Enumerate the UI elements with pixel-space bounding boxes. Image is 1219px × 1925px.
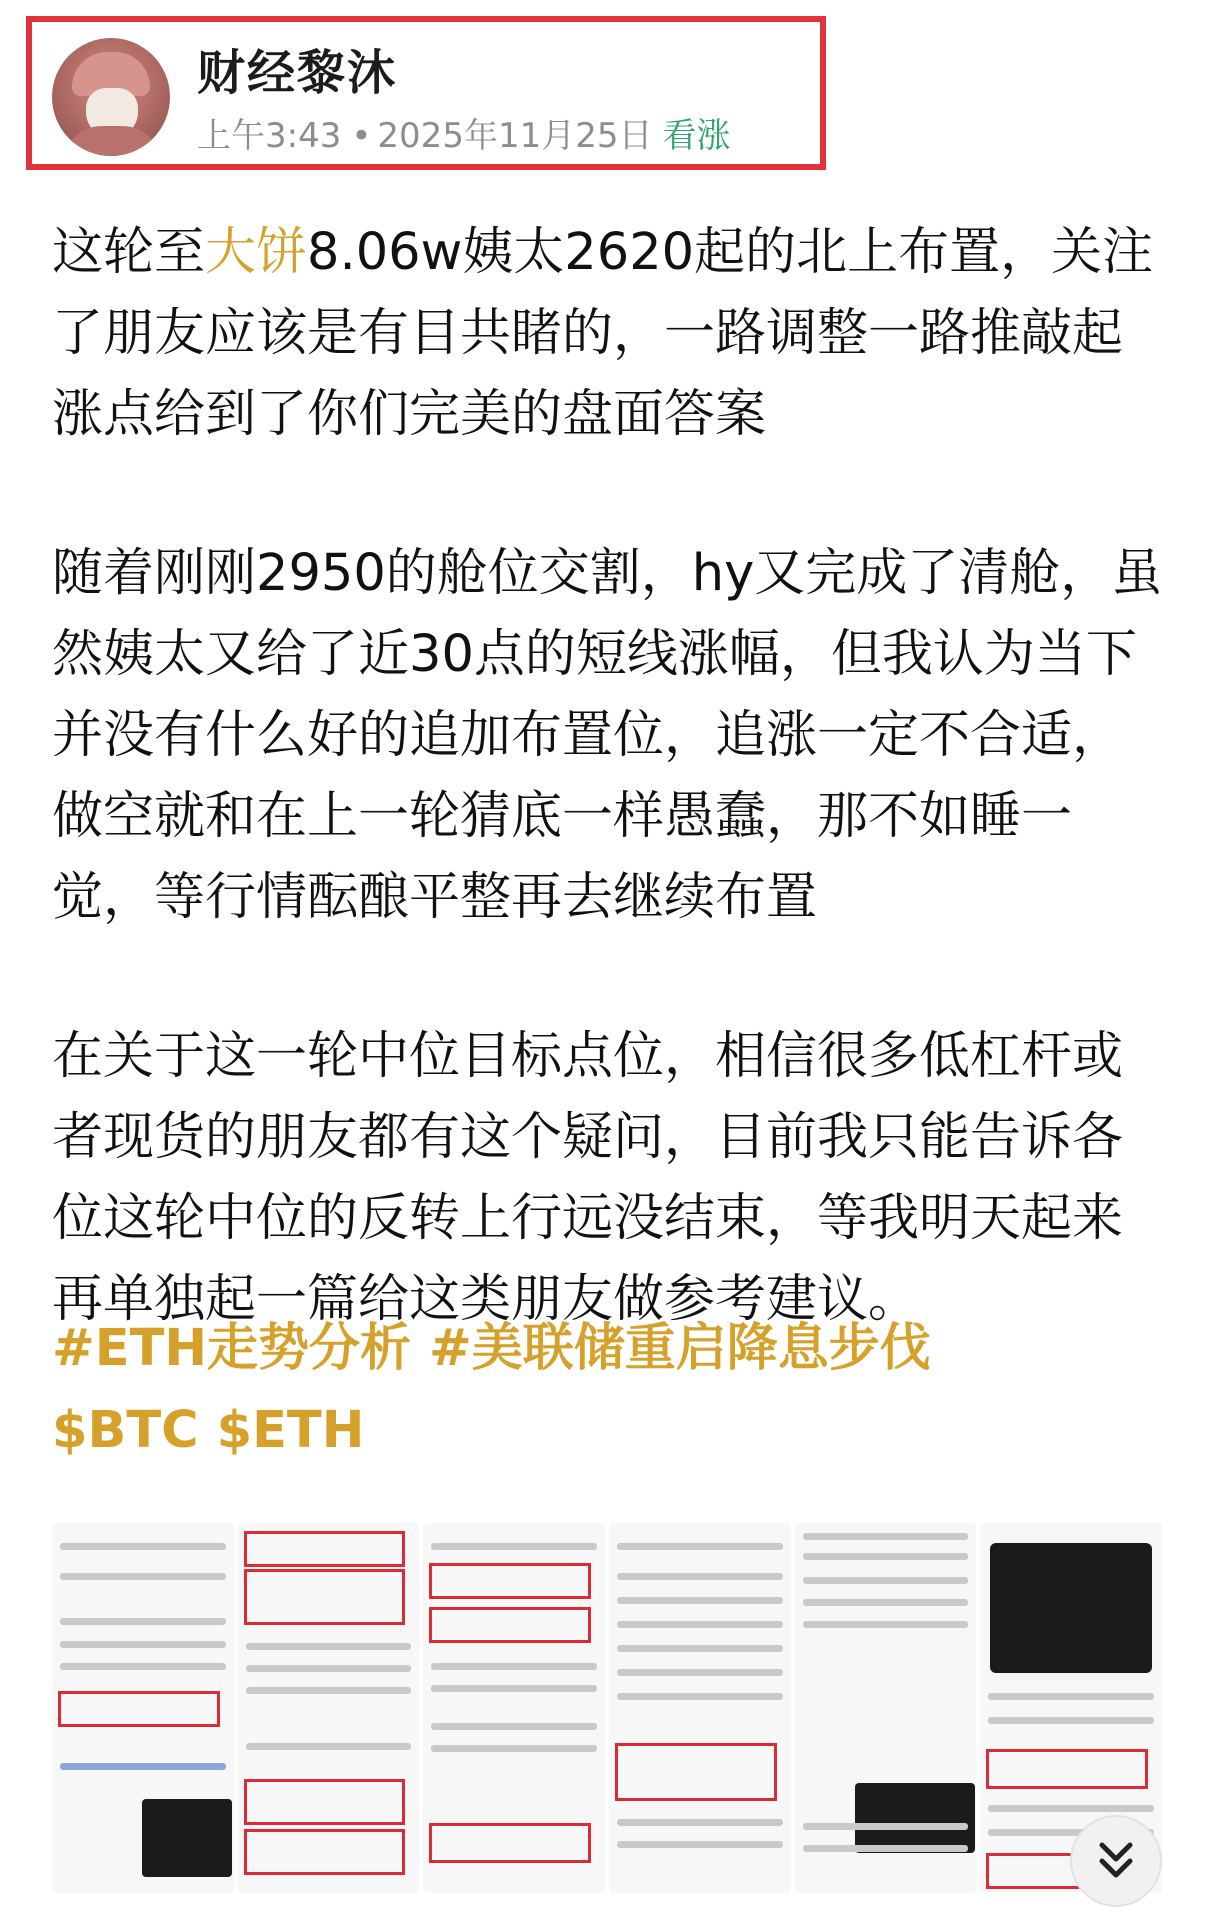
tag-list bbox=[52, 1308, 1172, 1472]
sentiment-badge: 看涨 bbox=[662, 116, 731, 156]
image-thumbnail[interactable] bbox=[795, 1523, 977, 1893]
paragraph-2: 随着刚刚2950的舱位交割，hy又完成了清舱，虽然姨太又给了近30点的短线涨幅，但我认为当下并没有什么好的追加布置位，追涨一定不合适，做空就和在上一轮猜底一样愚蠢，那不如睡一觉，等行情酝酿平整再去继续布置 bbox=[52, 544, 1163, 927]
author-name[interactable]: 财经黎沐 bbox=[197, 45, 398, 101]
tag-link[interactable]: $ETH bbox=[216, 1401, 365, 1460]
p1-suffix: 8.06w姨太2620起的北上布置，关注了朋友应该是有目共睹的，一路调整一路推敲起涨点给到了你们完美的盘面答案 bbox=[52, 223, 1154, 444]
avatar[interactable] bbox=[52, 38, 170, 156]
highlight-link[interactable]: 大饼 bbox=[205, 223, 308, 282]
paragraph-3: 在关于这一轮中位目标点位，相信很多低杠杆或者现货的朋友都有这个疑问，目前我只能告诉各位这轮中位的反转上行远没结束，等我明天起来再单独起一篇给这类朋友做参考建议。 bbox=[52, 1027, 1124, 1329]
p1-prefix: 这轮至 bbox=[52, 223, 206, 282]
image-thumbnail[interactable] bbox=[609, 1523, 791, 1893]
post-meta bbox=[197, 108, 730, 157]
tag-link[interactable]: #美联储重启降息步伐 bbox=[429, 1319, 931, 1378]
meta-separator: • bbox=[351, 116, 372, 156]
expand-button[interactable] bbox=[1070, 1815, 1162, 1907]
image-thumbnail[interactable] bbox=[238, 1523, 420, 1893]
post-date: 2025年11月25日 bbox=[377, 116, 653, 156]
tag-link[interactable]: #ETH走势分析 bbox=[52, 1319, 412, 1378]
post-body bbox=[52, 212, 1172, 1340]
chevron-double-down-icon bbox=[1092, 1837, 1140, 1885]
image-thumbnail[interactable] bbox=[52, 1523, 234, 1893]
paragraph-1 bbox=[52, 212, 1172, 455]
image-thumbnail[interactable] bbox=[423, 1523, 605, 1893]
tag-link[interactable]: $BTC bbox=[52, 1401, 199, 1460]
post-time: 上午3:43 bbox=[197, 116, 342, 156]
image-strip bbox=[52, 1523, 1162, 1893]
